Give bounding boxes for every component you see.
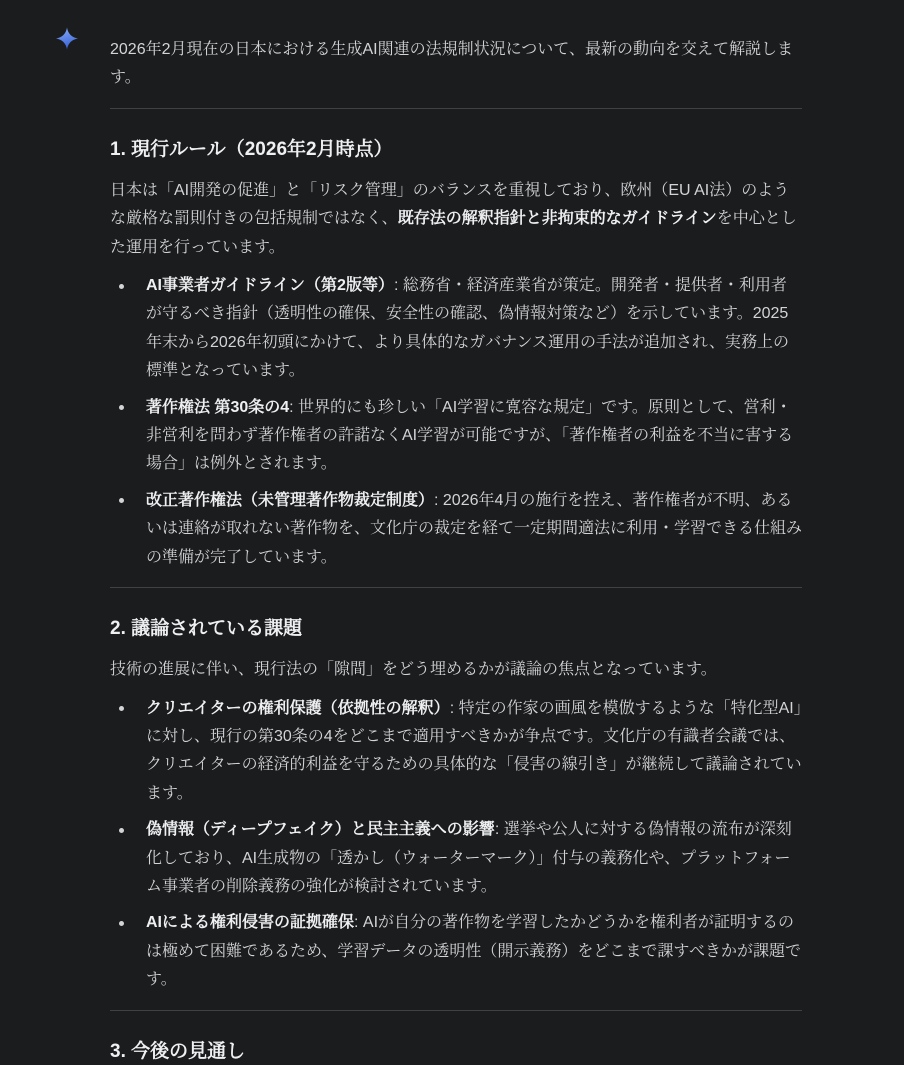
bullet-term: AI事業者ガイドライン（第2版等） [146, 277, 394, 295]
bullet-marker-icon [119, 706, 124, 711]
bullet-text: AIによる権利侵害の証拠確保: AIが自分の著作物を学習したかどうかを権利者が証明するのは極めて困難であるため、学習データの透明性（開示義務）をどこまで課すべきかが課題です。 [146, 914, 802, 989]
list-item [110, 394, 802, 479]
section-divider [110, 1010, 802, 1011]
bullet-term: 著作権法 第30条の4 [146, 398, 290, 416]
section-heading-3: 3. 今後の見通し [110, 1040, 246, 1062]
bullet-marker-icon [119, 921, 124, 926]
list-item [110, 487, 802, 572]
bullet-list [110, 695, 802, 995]
bullet-text: 著作権法 第30条の4: 世界的にも珍しい「AI学習に寛容な規定」です。原則として、営利・非営利を問わず著作権者の許諾なくAI学習が可能ですが、「著作権者の利益を不当に害する場合」は例外とされます。 [146, 398, 794, 473]
bullet-text: クリエイターの権利保護（依拠性の解釈）: 特定の作家の画風を模倣するような「特化型AI」に対し、現行の第30条の4をどこまで適用すべきかが争点です。文化庁の有識者会議では、クリエイターの経済的利益を守るための具体的な「侵害の線引き」が継続して議論されています。 [146, 699, 802, 802]
bullet-text: AI事業者ガイドライン（第2版等）: 総務省・経済産業省が策定。開発者・提供者・利用者が守るべき指針（透明性の確保、安全性の確認、偽情報対策など）を示しています。2025年末から2026年初頭にかけて、より具体的なガバナンス運用の手法が追加され、実務上の標準となっています。 [146, 277, 789, 380]
list-item [110, 909, 802, 994]
section-heading-2: 2. 議論されている課題 [110, 618, 303, 640]
bullet-term: クリエイターの権利保護（依拠性の解釈） [146, 699, 450, 717]
bullet-list [110, 272, 802, 572]
bullet-marker-icon [119, 828, 124, 833]
bullet-marker-icon [119, 284, 124, 289]
section-divider [110, 587, 802, 588]
bullet-text: 偽情報（ディープフェイク）と民主主義への影響: 選挙や公人に対する偽情報の流布が深刻化しており、AI生成物の「透かし（ウォーターマーク）」付与の義務化や、プラットフォーム事業者の削除義務の強化が検討されています。 [146, 821, 792, 895]
bullet-text: 改正著作権法（未管理著作物裁定制度）: 2026年4月の施行を控え、著作権者が不明、あるいは連絡が取れない著作物を、文化庁の裁定を経て一定期間適法に利用・学習できる仕組みの準備が完了しています。 [146, 491, 803, 566]
list-item [110, 272, 802, 386]
response-content [110, 0, 802, 1065]
bullet-marker-icon [119, 405, 124, 410]
section-heading-1: 1. 現行ルール（2026年2月時点） [110, 138, 393, 160]
list-item [110, 695, 802, 809]
intro-paragraph: 2026年2月現在の日本における生成AI関連の法規制状況について、最新の動向を交えて解説します。 [110, 41, 793, 87]
bullet-term: AIによる権利侵害の証拠確保 [146, 914, 355, 932]
gemini-sparkle-icon [56, 26, 78, 51]
sections-container [110, 108, 802, 1065]
bullet-term: 偽情報（ディープフェイク）と民主主義への影響 [146, 821, 495, 839]
section-divider [110, 108, 802, 109]
emphasis-text: 既存法の解釈指針と非拘束的なガイドライン [397, 210, 717, 228]
section-paragraph: 日本は「AI開発の促進」と「リスク管理」のバランスを重視しており、欧州（EU AI法）のような厳格な罰則付きの包括規制ではなく、既存法の解釈指針と非拘束的なガイドラインを中心とした運用を行っています。 [110, 181, 797, 256]
bullet-term: 改正著作権法（未管理著作物裁定制度） [146, 491, 435, 509]
section-paragraph: 技術の進展に伴い、現行法の「隙間」をどう埋めるかが議論の焦点となっています。 [110, 661, 717, 679]
list-item [110, 816, 802, 901]
bullet-marker-icon [119, 498, 124, 503]
